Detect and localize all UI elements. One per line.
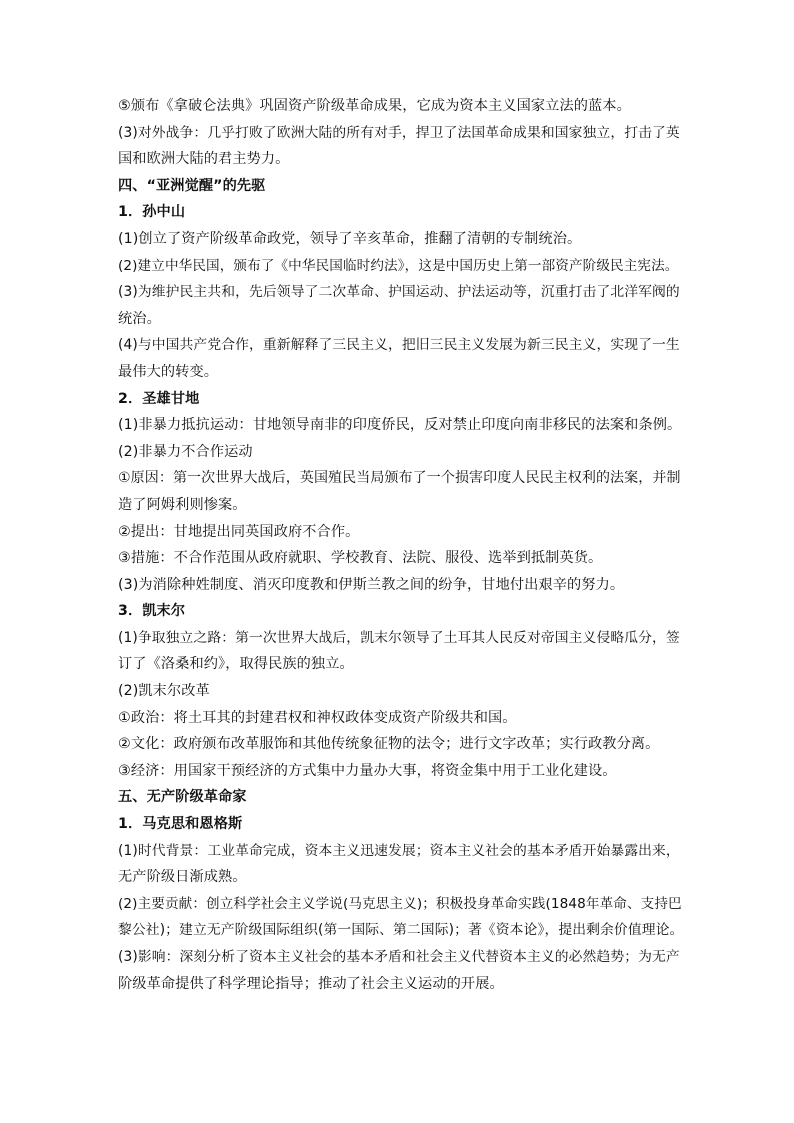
text-line: 国和欧洲大陆的君主势力。 bbox=[118, 151, 290, 168]
text-line: (3)影响：深刻分析了资本主义社会的基本矛盾和社会主义代替资本主义的必然趋势；为无产 bbox=[118, 949, 680, 965]
text-line: (2)非暴力不合作运动 bbox=[118, 443, 253, 460]
text-line: (1)非暴力抵抗运动：甘地领导南非的印度侨民，反对禁止印度向南非移民的法案和条例。 bbox=[118, 417, 682, 434]
text-line: 阶级革命提供了科学理论指导；推动了社会主义运动的开展。 bbox=[118, 975, 504, 992]
text-line: ③经济：用国家干预经济的方式集中力量办大事，将资金集中用于工业化建设。 bbox=[118, 762, 617, 779]
section-heading: 2．圣雄甘地 bbox=[118, 390, 200, 407]
text-line: 黎公社)；建立无产阶级国际组织(第一国际、第二国际)；著《资本论》，提出剩余价值理论。 bbox=[118, 922, 684, 939]
text-line: (1)争取独立之路：第一次世界大战后，凯末尔领导了土耳其人民反对帝国主义侵略瓜分，签 bbox=[118, 629, 680, 646]
text-line: (3)对外战争：几乎打败了欧洲大陆的所有对手，捍卫了法国革命成果和国家独立，打击了英 bbox=[118, 124, 680, 141]
text-line: (2)建立中华民国，颁布了《中华民国临时约法》，这是中国历史上第一部资产阶级民主宪法。 bbox=[118, 257, 679, 274]
text-line: 订了《洛桑和约》，取得民族的独立。 bbox=[118, 656, 354, 673]
section-heading: 3．凯末尔 bbox=[118, 603, 186, 620]
text-line: ③措施：不合作范围从政府就职、学校教育、法院、服役、选举到抵制英货。 bbox=[118, 550, 603, 567]
text-line: (3)为消除种姓制度、消灭印度教和伊斯兰教之间的纷争，甘地付出艰辛的努力。 bbox=[118, 576, 625, 593]
text-line: (1)时代背景：工业革命完成，资本主义迅速发展；资本主义社会的基本矛盾开始暴露出来， bbox=[118, 842, 680, 859]
text-line: ①政治：将土耳其的封建君权和神权政体变成资产阶级共和国。 bbox=[118, 709, 517, 726]
text-line: 造了阿姆利则惨案。 bbox=[118, 496, 247, 513]
text-line: 最伟大的转变。 bbox=[118, 363, 219, 380]
text-line: 统治。 bbox=[118, 310, 161, 327]
text-line: ①原因：第一次世界大战后，英国殖民当局颁布了一个损害印度人民民主权利的法案，并制 bbox=[118, 470, 681, 487]
section-heading: 1．马克思和恩格斯 bbox=[118, 816, 243, 833]
text-line: (2)主要贡献：创立科学社会主义学说(马克思主义)；积极投身革命实践(1848年革命、支持巴 bbox=[118, 895, 682, 912]
text-line: 无产阶级日渐成熟。 bbox=[118, 869, 247, 886]
text-line: (1)创立了资产阶级革命政党，领导了辛亥革命，推翻了清朝的专制统治。 bbox=[118, 230, 582, 247]
text-line: (4)与中国共产党合作，重新解释了三民主义，把旧三民主义发展为新三民主义，实现了一生 bbox=[118, 337, 680, 354]
section-heading: 1．孙中山 bbox=[118, 204, 186, 221]
text-line: ⑤颁布《拿破仑法典》巩固资产阶级革命成果，它成为资本主义国家立法的蓝本。 bbox=[118, 98, 631, 114]
text-line: (3)为维护民主共和，先后领导了二次革命、护国运动、护法运动等，沉重打击了北洋军阀的 bbox=[118, 284, 680, 301]
text-line: (2)凯末尔改革 bbox=[118, 683, 210, 700]
section-heading: 五、无产阶级革命家 bbox=[118, 789, 247, 806]
section-heading: 四、“亚洲觉醒”的先驱 bbox=[118, 177, 266, 194]
document-body bbox=[118, 93, 683, 997]
text-line: ②文化：政府颁布改革服饰和其他传统象征物的法令；进行文字改革；实行政教分离。 bbox=[118, 736, 660, 753]
text-line: ②提出：甘地提出同英国政府不合作。 bbox=[118, 523, 360, 540]
